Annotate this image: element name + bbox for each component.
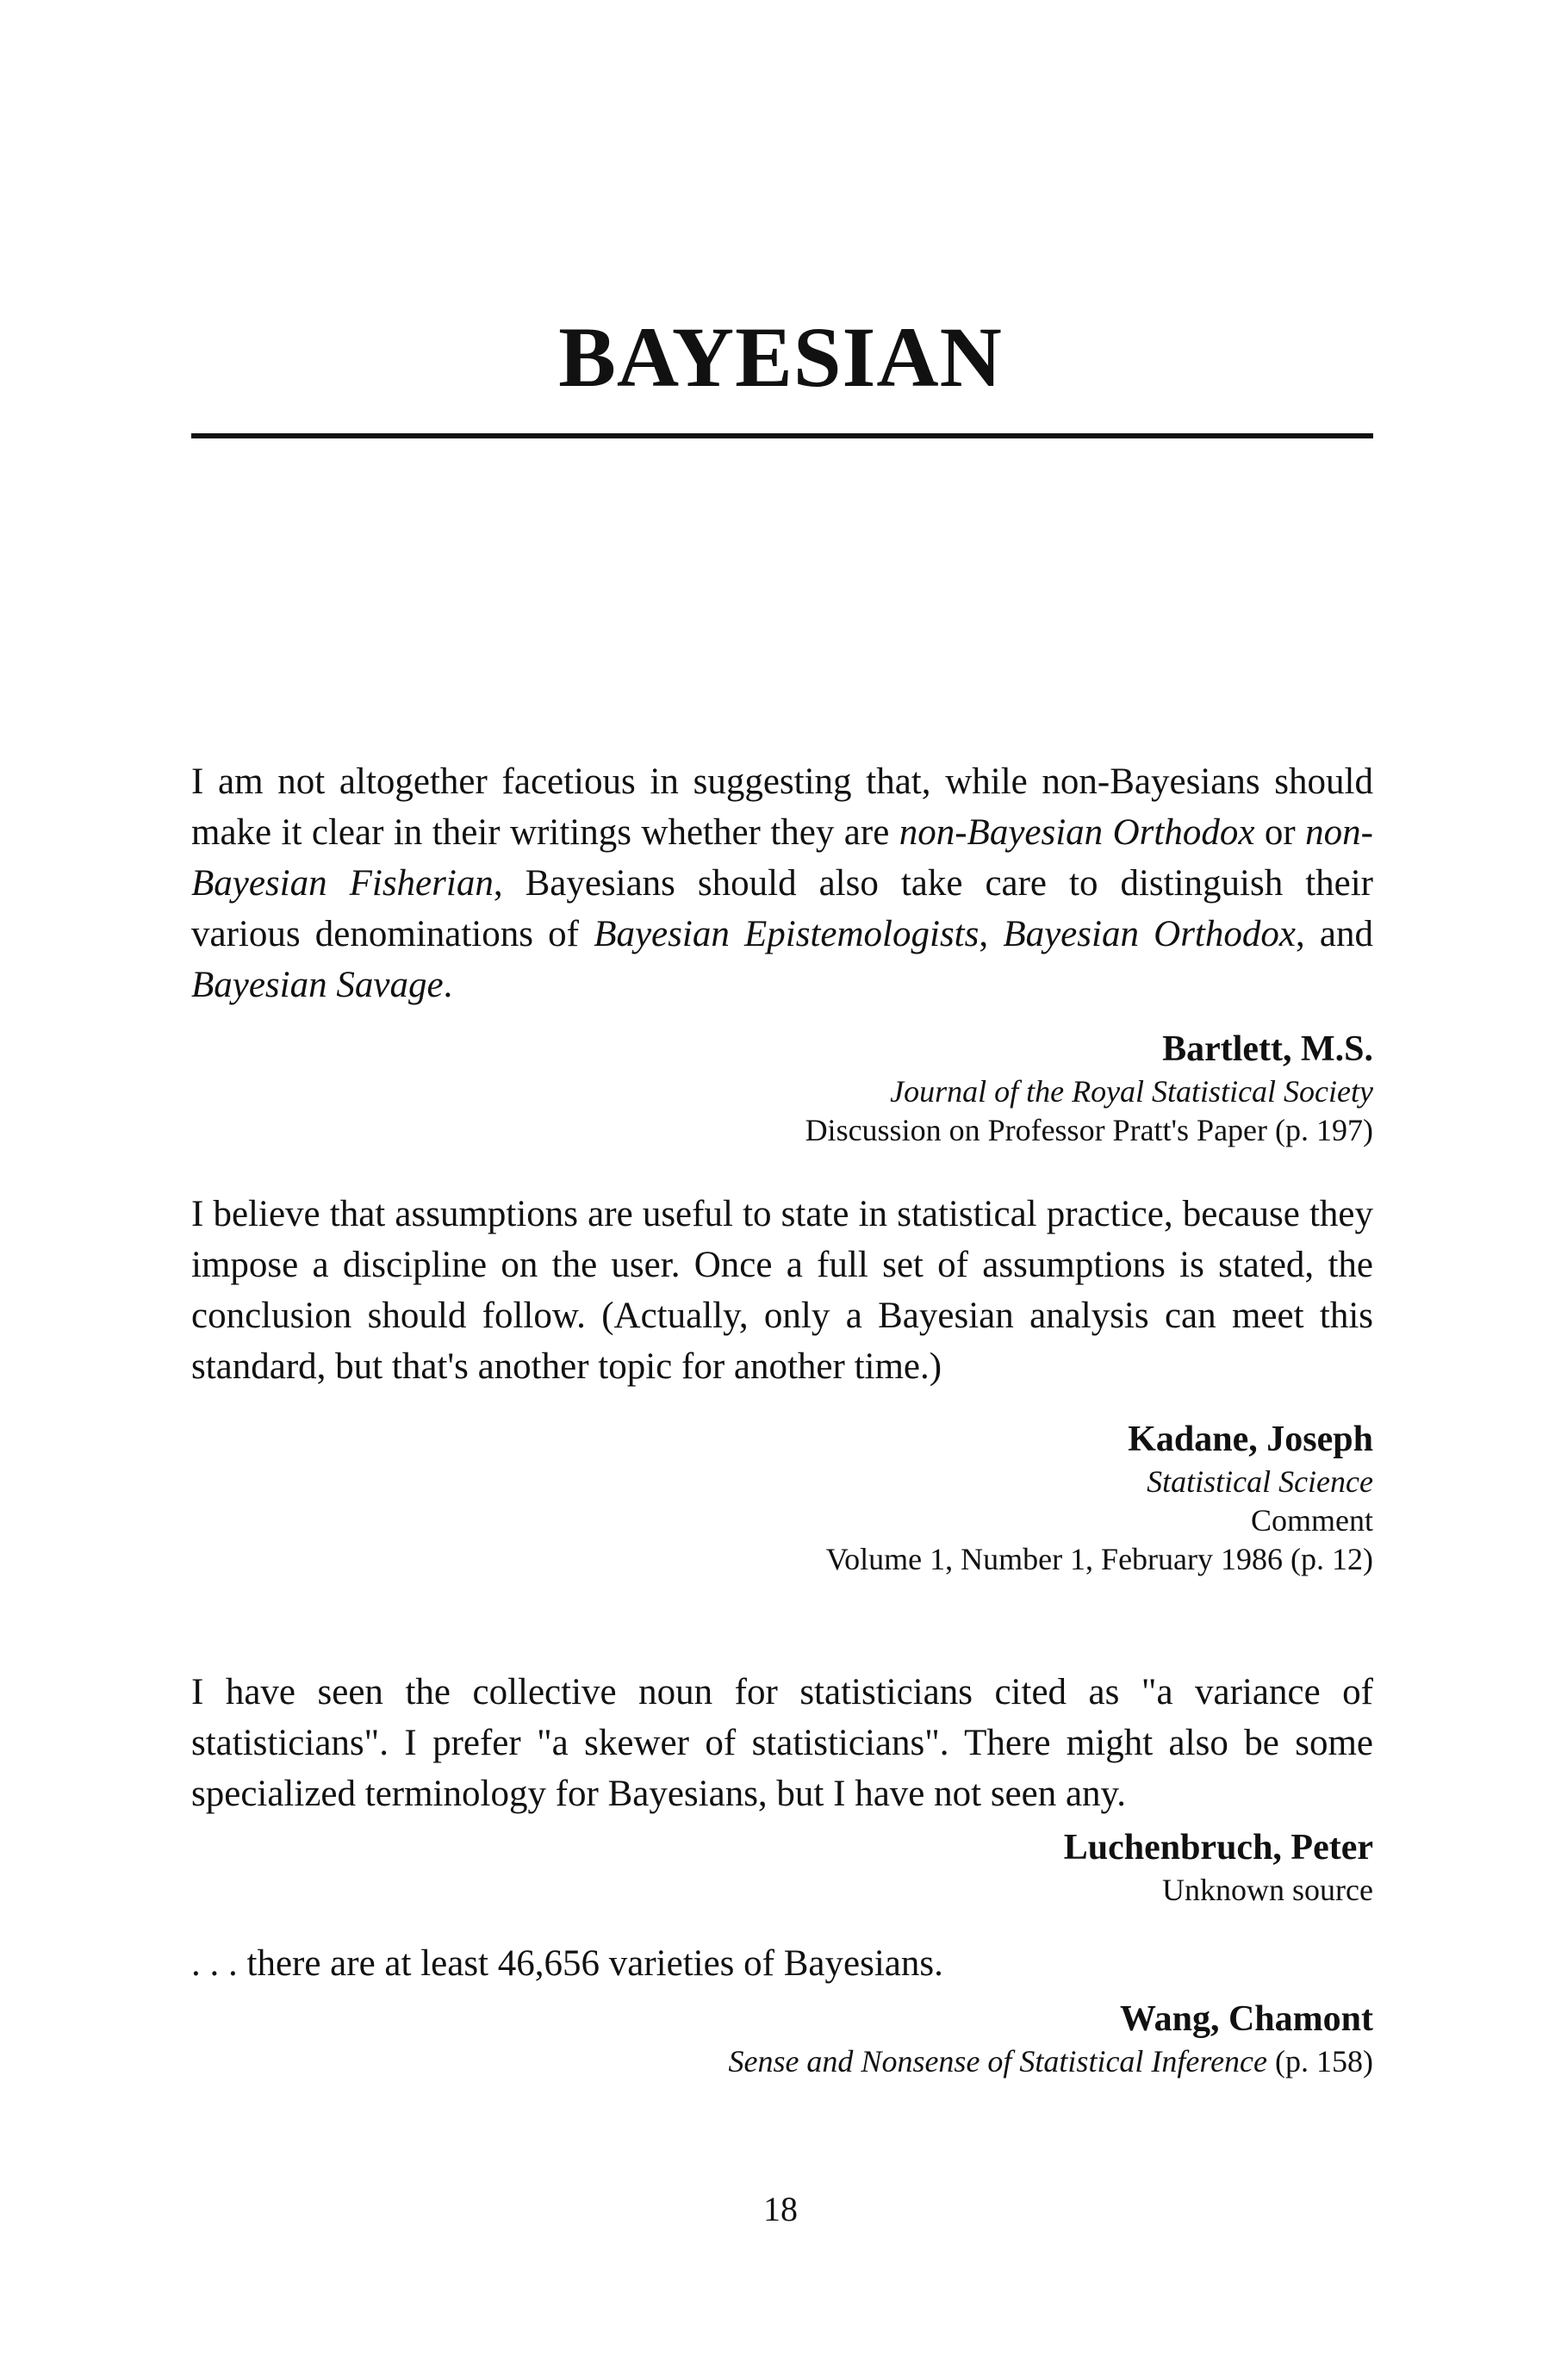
quote-text [191, 756, 1373, 1010]
quote-text: I have seen the collective noun for statisticians cited as "a variance of statisticians". I prefer "a skewer of statisticians". There might also be some specialized terminology for Bayesians, but I have not seen any. [191, 1672, 1373, 1814]
quote-italic-term: Bayesian Savage [191, 965, 444, 1005]
quote-italic-term: Bayesian Orthodox [1003, 914, 1296, 954]
author-name: Kadane, Joseph [1128, 1420, 1373, 1459]
source-line: Volume 1, Number 1, February 1986 (p. 12) [825, 1542, 1373, 1576]
attribution [191, 1026, 1373, 1150]
source-journal: Statistical Science [1147, 1464, 1373, 1499]
quote-italic-term: non-Bayesian Orthodox [899, 812, 1255, 853]
quote-italic-term: non-Bayesian Fisherian [191, 812, 1373, 904]
source-page: (p. 158) [1267, 2044, 1373, 2079]
author-name: Wang, Chamont [1119, 1999, 1373, 2039]
author-name: Bartlett, M.S. [1162, 1029, 1373, 1069]
quote-block-kadane [191, 1189, 1373, 1579]
source-title [191, 1463, 1373, 1501]
quote-block-wang [191, 1938, 1373, 2081]
source-detail: Discussion on Professor Pratt's Paper (p. 197) [805, 1113, 1373, 1147]
quote-text: . . . there are at least 46,656 varieties of Bayesians. [191, 1943, 943, 1984]
attribution [191, 1824, 1373, 1910]
quote-text-segment: , [979, 914, 1004, 954]
source-book: Sense and Nonsense of Statistical Inference [728, 2044, 1268, 2079]
quote-text-segment: or [1254, 812, 1306, 853]
title-rule [191, 433, 1373, 438]
source-title [191, 2042, 1373, 2081]
quote-text-segment: I am not altogether facetious in suggesting that, while non-Bayesians should make it clear in their writings whether they are [191, 761, 1373, 853]
chapter-title: BAYESIAN [558, 309, 1003, 405]
source-title [191, 1072, 1373, 1111]
quote-text-segment: , Bayesians should also take care to distinguish their various denominations of [191, 863, 1373, 954]
attribution [191, 1416, 1373, 1579]
quote-italic-term: Bayesian Epistemologists [594, 914, 980, 954]
quote-block-bartlett [191, 756, 1373, 1150]
quote-text-segment: . [443, 965, 453, 1005]
source-line: Comment [1251, 1503, 1373, 1538]
author-name: Luchenbruch, Peter [1063, 1828, 1373, 1867]
quote-text: I believe that assumptions are useful to state in statistical practice, because they impose a discipline on the user. Once a full set of assumptions is stated, the conclusion should follow. (Actually, only a Bayesian analysis can meet this standard, but that's another topic for another time.) [191, 1194, 1373, 1387]
source-line: Unknown source [1162, 1873, 1373, 1907]
quote-text-segment: , and [1295, 914, 1374, 954]
source-journal: Journal of the Royal Statistical Society [890, 1074, 1373, 1109]
attribution [191, 1996, 1373, 2081]
quote-block-luchenbruch [191, 1667, 1373, 1910]
page-number: 18 [763, 2190, 798, 2228]
